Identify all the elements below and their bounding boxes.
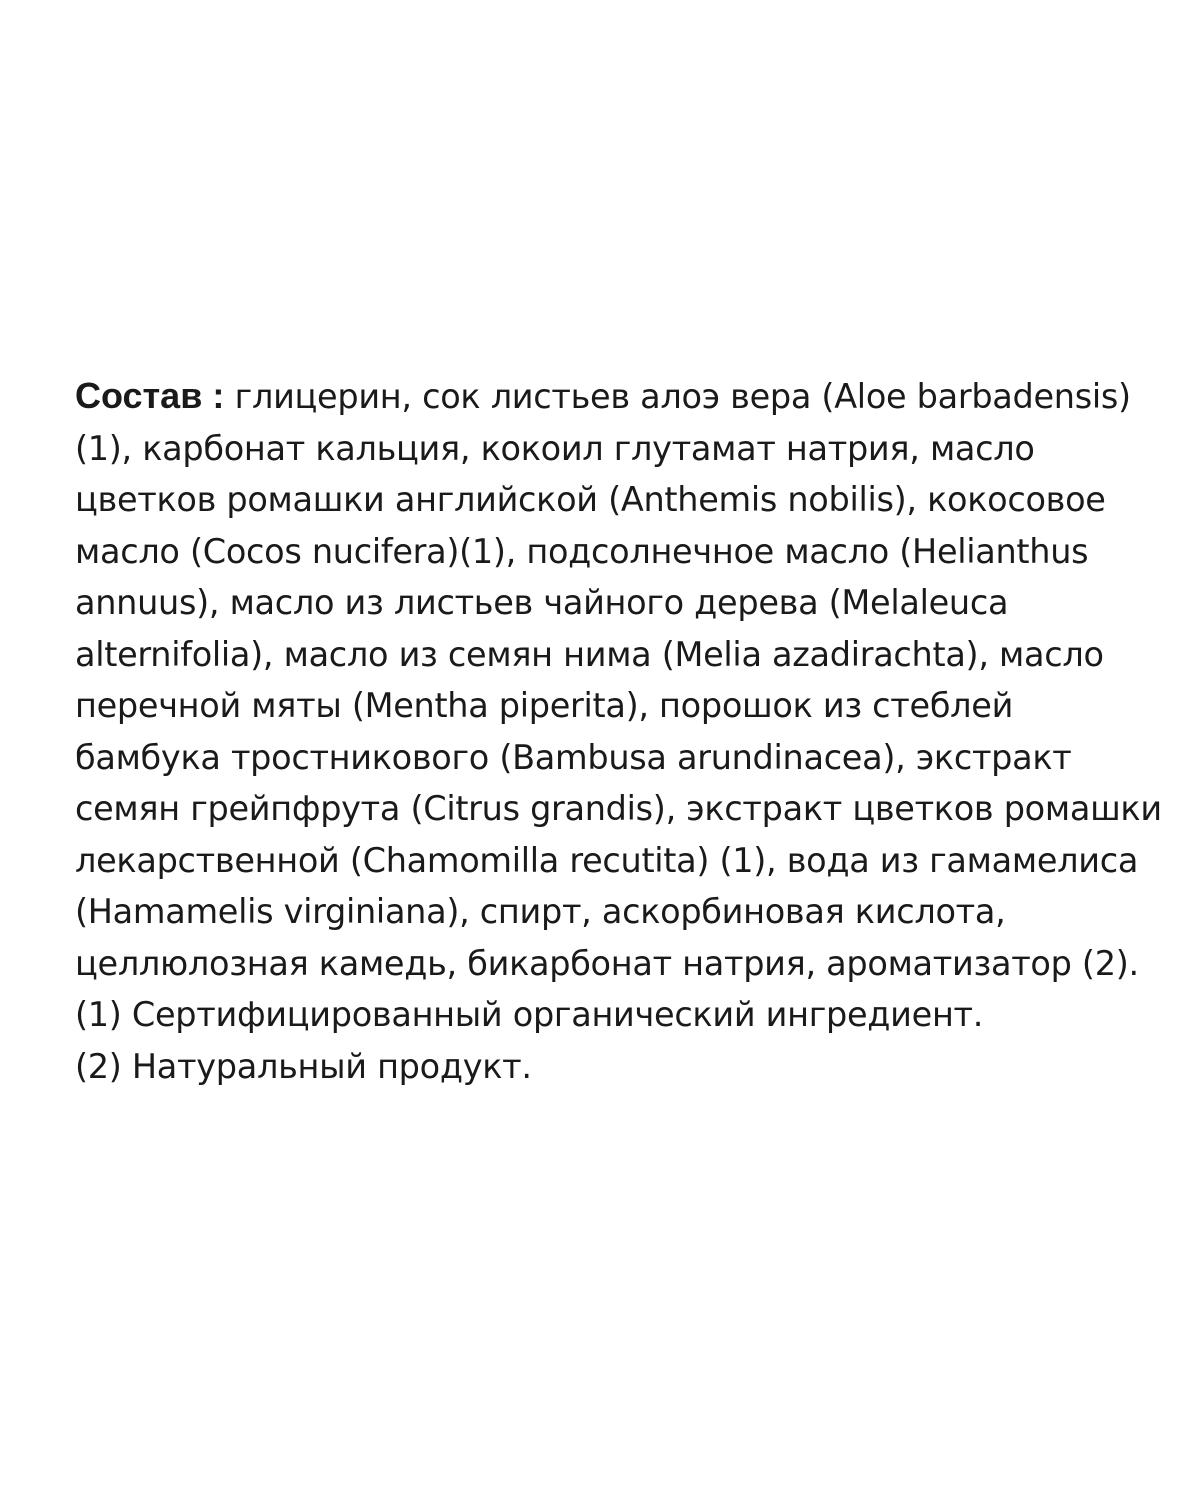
composition-text-block	[75, 370, 1165, 1092]
composition-heading: Состав :	[75, 375, 225, 416]
footnote-organic: (1) Сертифицированный органический ингредиент.	[75, 995, 984, 1034]
footnote-natural: (2) Натуральный продукт.	[75, 1046, 532, 1086]
ingredients-list: глицерин, сок листьев алоэ вера (Aloe barbadensis)(1), карбонат кальция, кокоил глутамат натрия, масло цветков ромашки английской (Anthemis nobilis), кокосовое масло (Cocos nucifera)(1), подсолнечное масло (Helianthus annuus), масло из листьев чайного дерева (Melaleuca alternifolia), масло из семян нима (Melia azadirachta), масло перечной мяты (Mentha piperita), порошок из стеблей бамбука тростникового (Bambusa arundinacea), экстракт семян грейпфрута (Citrus grandis), экстракт цветков ромашки лекарственной (Chamomilla recutita) (1), вода из гамамелиса (Hamamelis virginiana), спирт, аскорбиновая кислота, целлюлозная камедь, бикарбонат натрия, ароматизатор (2).	[75, 377, 1162, 983]
